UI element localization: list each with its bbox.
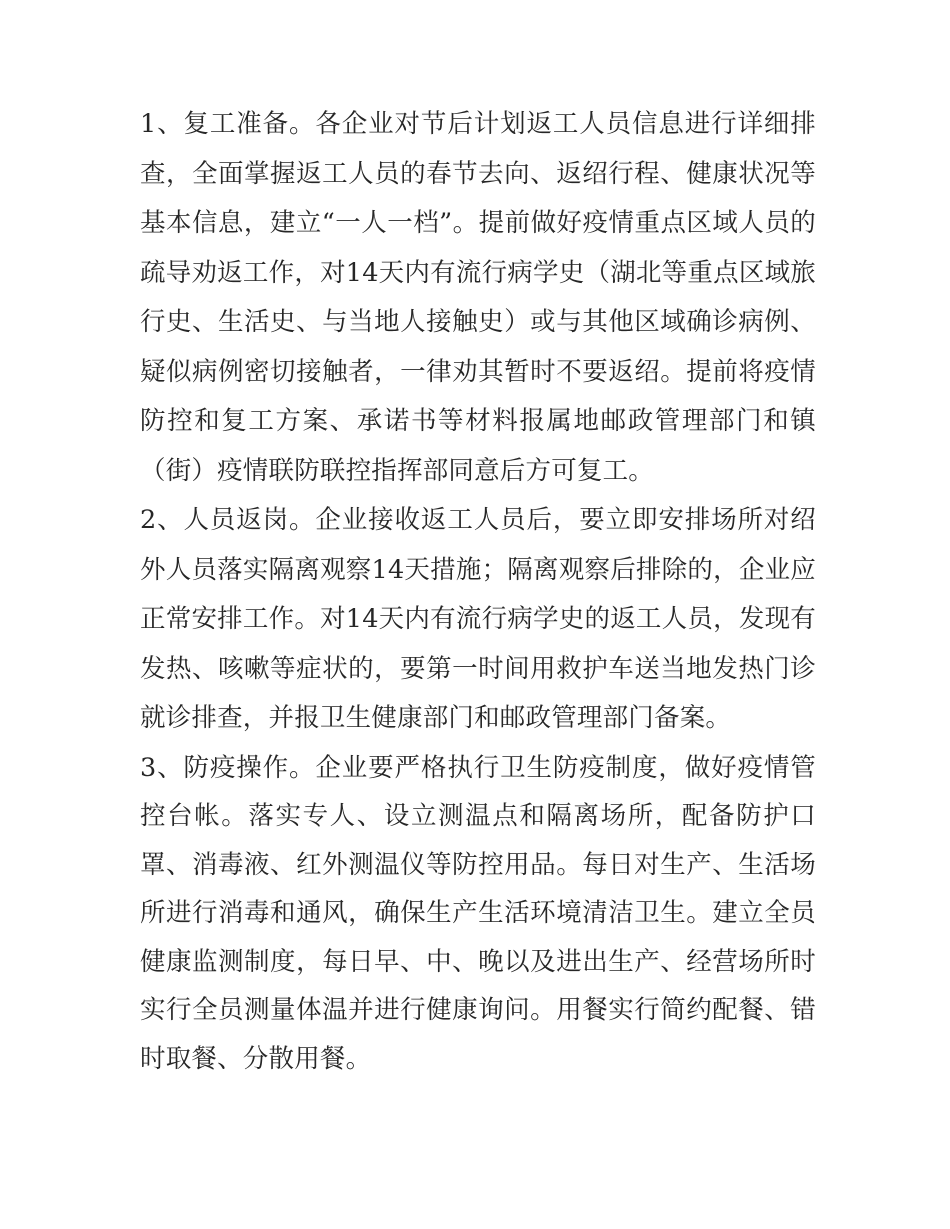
paragraph-3-fangyi-caozuo: 3、防疫操作。企业要严格执行卫生防疫制度，做好疫情管控台帐。落实专人、设立测温点和隔离场所，配备防护口罩、消毒液、红外测温仪等防控用品。每日对生产、生活场所进行消毒和通风，确保生产生活环境清洁卫生。建立全员健康监测制度，每日早、中、晚以及进出生产、经营场所时实行全员测量体温并进行健康询问。用餐实行简约配餐、错时取餐、分散用餐。 bbox=[140, 752, 816, 1074]
paragraph-1-fugong-zhunbei: 1、复工准备。各企业对节后计划返工人员信息进行详细排查，全面掌握返工人员的春节去向、返绍行程、健康状况等基本信息，建立“一人一档”。提前做好疫情重点区域人员的疏导劝返工作，对14天内有流行病学史（湖北等重点区域旅行史、生活史、与当地人接触史）或与其他区域确诊病例、疑似病例密切接触者，一律劝其暂时不要返绍。提前将疫情防控和复工方案、承诺书等材料报属地邮政管理部门和镇（街）疫情联防联控指挥部同意后方可复工。 bbox=[140, 109, 816, 486]
paragraph-2-renyuan-fangang: 2、人员返岗。企业接收返工人员后，要立即安排场所对绍外人员落实隔离观察14天措施；隔离观察后排除的，企业应正常安排工作。对14天内有流行病学史的返工人员，发现有发热、咳嗽等症状的，要第一时间用救护车送当地发热门诊就诊排查，并报卫生健康部门和邮政管理部门备案。 bbox=[140, 505, 816, 733]
document-body bbox=[140, 100, 816, 1083]
